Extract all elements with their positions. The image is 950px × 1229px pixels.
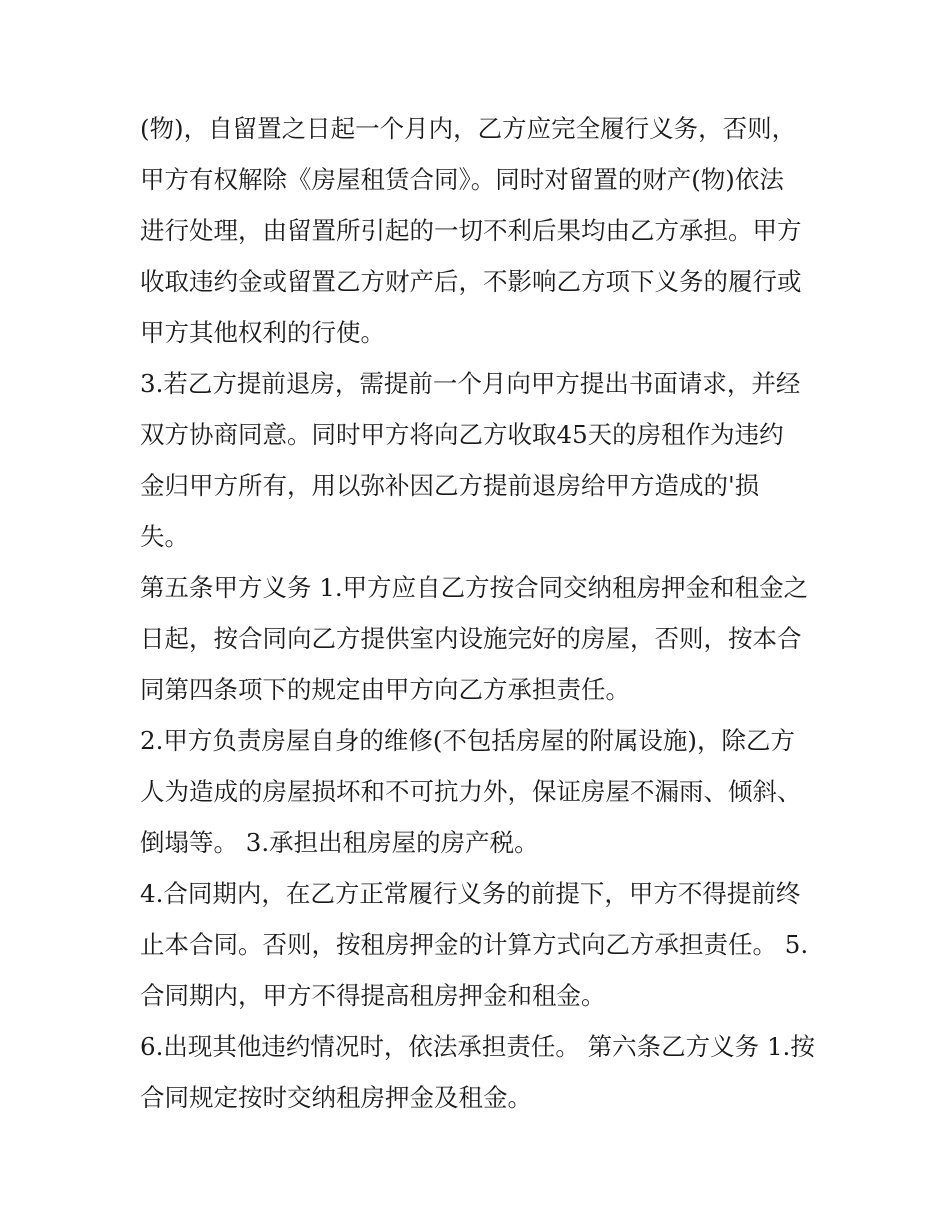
text-line: 6.出现其他违约情况时，依法承担责任。 第六条乙方义务 1.按 — [140, 1032, 815, 1061]
text-line: 同第四条项下的规定由甲方向乙方承担责任。 — [140, 675, 630, 704]
text-line: 金归甲方所有，用以弥补因乙方提前退房给甲方造成的'损 — [140, 471, 760, 500]
text-line: 甲方有权解除《房屋租赁合同》。同时对留置的财产(物)依法 — [140, 165, 784, 194]
text-line: 第五条甲方义务 1.甲方应自乙方按合同交纳租房押金和租金之 — [140, 573, 809, 602]
text-line: 失。 — [140, 522, 189, 551]
text-line: 2.甲方负责房屋自身的维修(不包括房屋的附属设施)，除乙方 — [140, 726, 795, 755]
text-line: 倒塌等。 3.承担出租房屋的房产税。 — [140, 828, 539, 857]
text-line: 3.若乙方提前退房，需提前一个月向甲方提出书面请求，并经 — [140, 369, 801, 398]
text-line: 双方协商同意。同时甲方将向乙方收取45天的房租作为违约 — [140, 420, 784, 449]
contract-text — [140, 103, 820, 1123]
text-line: 进行处理，由留置所引起的一切不利后果均由乙方承担。甲方 — [140, 216, 802, 245]
text-line: 止本合同。否则，按租房押金的计算方式向乙方承担责任。 5. — [140, 930, 809, 959]
text-line: 人为造成的房屋损坏和不可抗力外，保证房屋不漏雨、倾斜、 — [140, 777, 802, 806]
text-line: 合同规定按时交纳租房押金及租金。 — [140, 1083, 532, 1112]
text-line: 甲方其他权利的行使。 — [140, 318, 385, 347]
text-line: 合同期内，甲方不得提高租房押金和租金。 — [140, 981, 606, 1010]
text-line: 日起，按合同向乙方提供室内设施完好的房屋，否则，按本合 — [140, 624, 802, 653]
text-line: 收取违约金或留置乙方财产后，不影响乙方项下义务的履行或 — [140, 267, 802, 296]
text-line: 4.合同期内，在乙方正常履行义务的前提下，甲方不得提前终 — [140, 879, 801, 908]
text-line: (物)，自留置之日起一个月内，乙方应完全履行义务，否则， — [140, 114, 797, 143]
